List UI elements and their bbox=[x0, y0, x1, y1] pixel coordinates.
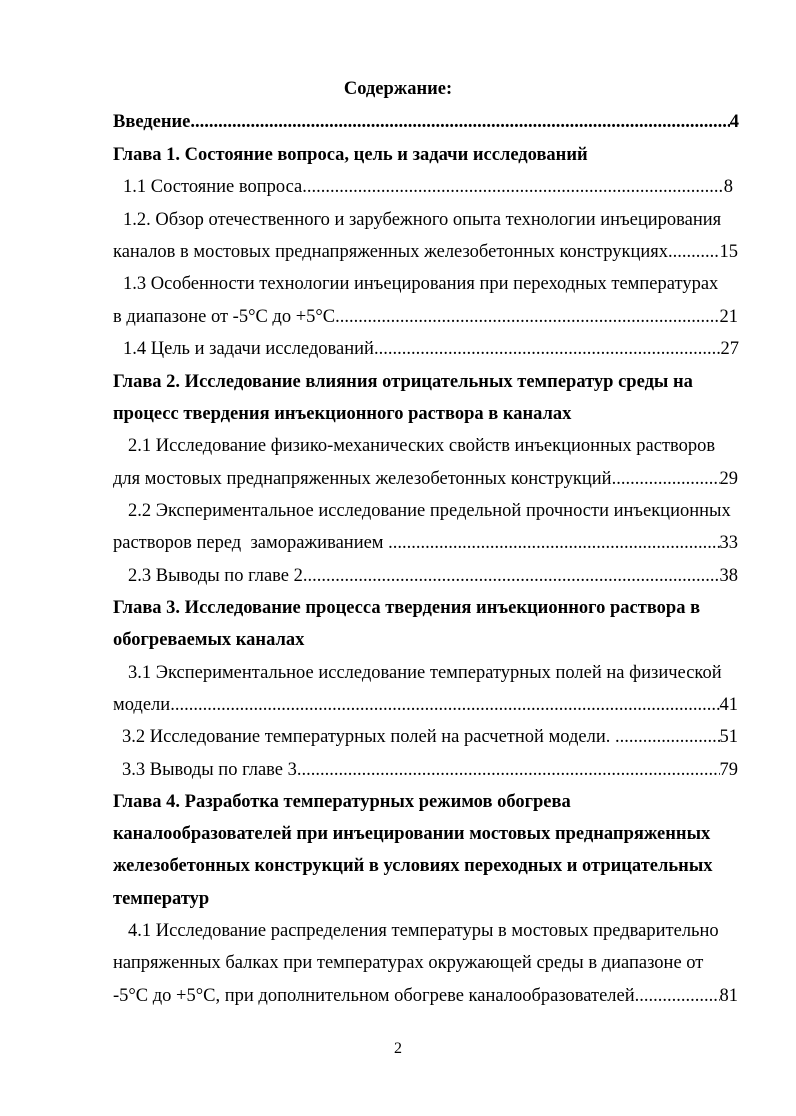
toc-label: растворов перед замораживанием bbox=[113, 533, 389, 553]
toc-entry-2-1-line1[interactable]: 2.1 Исследование физико-механических свойств инъекционных растворов bbox=[128, 436, 716, 456]
toc-label: в диапазоне от -5°С до +5°С.. bbox=[113, 307, 345, 327]
chapter-3-heading-line1[interactable]: Глава 3. Исследование процесса твердения инъекционного раствора в bbox=[113, 598, 701, 618]
toc-label: 3.2 Исследование температурных полей на расчетной модели. bbox=[122, 727, 615, 747]
toc-page-number: 21 bbox=[719, 307, 738, 327]
leader-dots bbox=[170, 693, 719, 717]
leader-dots bbox=[190, 110, 729, 134]
toc-page-number: 33 bbox=[719, 533, 738, 553]
toc-entry-1-3[interactable] bbox=[113, 305, 738, 329]
chapter-4-heading-line1[interactable]: Глава 4. Разработка температурных режимов обогрева bbox=[113, 792, 571, 812]
toc-page-number: 15 bbox=[719, 242, 738, 262]
leader-dots bbox=[374, 337, 721, 361]
toc-label: 1.4 Цель и задачи исследований bbox=[123, 339, 374, 359]
leader-dots bbox=[302, 175, 723, 199]
toc-page-number: 41 bbox=[719, 695, 738, 715]
toc-entry-1-2[interactable] bbox=[113, 240, 738, 264]
leader-dots bbox=[635, 984, 720, 1008]
toc-page-number: 4 bbox=[729, 112, 739, 132]
page-number: 2 bbox=[394, 1040, 402, 1057]
toc-entry-3-1-line1[interactable]: 3.1 Экспериментальное исследование температурных полей на физической bbox=[128, 663, 722, 683]
toc-entry-3-1[interactable] bbox=[113, 693, 738, 717]
toc-entry-intro[interactable] bbox=[113, 110, 739, 134]
toc-entry-4-1[interactable] bbox=[113, 984, 738, 1008]
chapter-1-heading[interactable]: Глава 1. Состояние вопроса, цель и задачи исследований bbox=[113, 145, 588, 165]
toc-page-number: 27 bbox=[720, 339, 739, 359]
chapter-4-heading-line3[interactable]: железобетонных конструкций в условиях переходных и отрицательных bbox=[113, 856, 713, 876]
toc-label: 2.3 Выводы по главе 2 bbox=[128, 566, 303, 586]
toc-entry-2-1[interactable] bbox=[113, 467, 738, 491]
toc-label: 1.1 Состояние вопроса bbox=[123, 177, 303, 197]
toc-label: каналов в мостовых преднапряженных железобетонных конструкциях bbox=[113, 242, 669, 262]
toc-entry-1-3-line1[interactable]: 1.3 Особенности технологии инъецирования при переходных температурах bbox=[123, 274, 719, 294]
leader-dots bbox=[668, 240, 719, 264]
toc-entry-2-2[interactable] bbox=[113, 531, 738, 555]
toc-entry-2-2-line1[interactable]: 2.2 Экспериментальное исследование предельной прочности инъекционных bbox=[128, 501, 731, 521]
toc-entry-3-3[interactable] bbox=[122, 758, 738, 782]
toc-entry-1-1[interactable] bbox=[123, 175, 733, 199]
chapter-4-heading-line4[interactable]: температур bbox=[113, 889, 210, 909]
chapter-4-heading-line2[interactable]: каналообразователей при инъецировании мостовых преднапряженных bbox=[113, 824, 711, 844]
toc-label: Введение bbox=[113, 112, 191, 132]
toc-entry-1-4[interactable] bbox=[123, 337, 739, 361]
chapter-2-heading-line2[interactable]: процесс твердения инъекционного раствора в каналах bbox=[113, 404, 572, 424]
toc-label: 3.3 Выводы по главе 3 bbox=[122, 760, 297, 780]
leader-dots bbox=[303, 564, 720, 588]
leader-dots bbox=[388, 531, 719, 555]
toc-entry-2-3[interactable] bbox=[128, 564, 738, 588]
toc-label: -5°С до +5°С, при дополнительном обогреве каналообразователей bbox=[113, 986, 635, 1006]
toc-page-number: 79 bbox=[719, 760, 738, 780]
toc-label: для мостовых преднапряженных железобетонных конструкций bbox=[113, 469, 612, 489]
toc-entry-4-1-line1[interactable]: 4.1 Исследование распределения температуры в мостовых предварительно bbox=[128, 921, 719, 941]
toc-page-number: 51 bbox=[719, 727, 738, 747]
toc-page-number: 29 bbox=[719, 469, 738, 489]
toc-entry-1-2-line1[interactable]: 1.2. Обзор отечественного и зарубежного опыта технологии инъецирования bbox=[123, 210, 722, 230]
chapter-3-heading-line2[interactable]: обогреваемых каналах bbox=[113, 630, 305, 650]
leader-dots bbox=[615, 725, 720, 749]
toc-page-number: 38 bbox=[719, 566, 738, 586]
leader-dots bbox=[344, 305, 719, 329]
page-title: Содержание: bbox=[343, 79, 453, 99]
toc-page-number: 81 bbox=[719, 986, 738, 1006]
chapter-2-heading-line1[interactable]: Глава 2. Исследование влияния отрицательных температур среды на bbox=[113, 372, 693, 392]
toc-entry-3-2[interactable] bbox=[122, 725, 738, 749]
toc-page-number: 8 bbox=[723, 177, 733, 197]
leader-dots bbox=[297, 758, 720, 782]
toc-entry-4-1-line2[interactable]: напряженных балках при температурах окружающей среды в диапазоне от bbox=[113, 953, 704, 973]
toc-label: модели bbox=[113, 695, 171, 715]
leader-dots bbox=[612, 467, 720, 491]
